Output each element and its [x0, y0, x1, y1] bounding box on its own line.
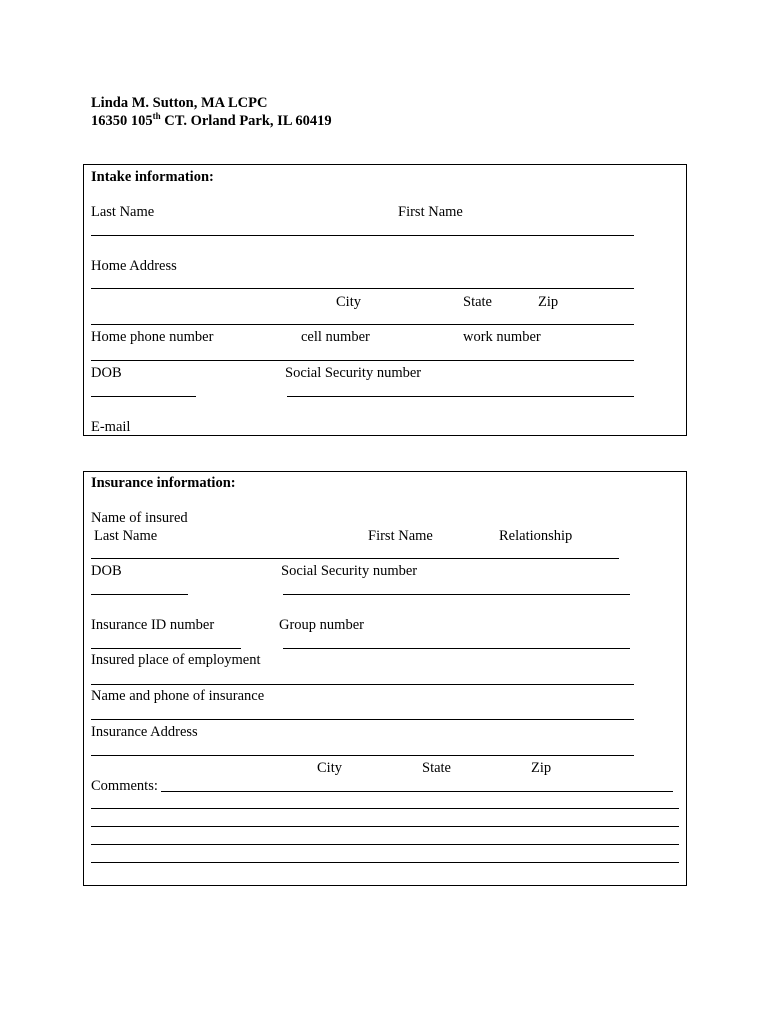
insured-dob-line[interactable]	[91, 594, 188, 595]
intake-first-name-label: First Name	[398, 204, 463, 220]
insured-relationship-label: Relationship	[499, 528, 573, 544]
insured-name-line[interactable]	[91, 558, 619, 559]
insurance-state-label: State	[422, 760, 451, 776]
intake-name-line[interactable]	[91, 235, 634, 236]
insured-last-name-label: Last Name	[94, 528, 158, 544]
insured-ssn-label: Social Security number	[281, 563, 418, 579]
intake-zip-label: Zip	[538, 294, 559, 310]
address-street-city: CT. Orland Park, IL 60419	[160, 113, 332, 129]
comments-label: Comments:	[91, 778, 158, 794]
comments-line-4[interactable]	[91, 844, 679, 845]
intake-dob-line[interactable]	[91, 396, 196, 397]
intake-state-label: State	[463, 294, 492, 310]
practitioner-name: Linda M. Sutton, MA LCPC	[91, 95, 268, 111]
comments-line-2[interactable]	[91, 808, 679, 809]
intake-last-name-label: Last Name	[91, 204, 155, 220]
insurance-name-phone-label: Name and phone of insurance	[91, 688, 265, 704]
address-number: 16350 105	[91, 113, 153, 129]
insurance-address-line[interactable]	[91, 755, 634, 756]
insured-first-name-label: First Name	[368, 528, 433, 544]
group-number-label: Group number	[279, 617, 364, 633]
group-number-line[interactable]	[283, 648, 630, 649]
insurance-title: Insurance information:	[91, 475, 236, 491]
insured-dob-label: DOB	[91, 563, 122, 579]
employment-label: Insured place of employment	[91, 652, 261, 668]
employment-line[interactable]	[91, 684, 634, 685]
intake-city-line[interactable]	[91, 324, 634, 325]
intake-city-label: City	[336, 294, 361, 310]
address-ordinal: th	[152, 111, 161, 121]
comments-line-5[interactable]	[91, 862, 679, 863]
insurance-name-phone-line[interactable]	[91, 719, 634, 720]
intake-title: Intake information:	[91, 169, 214, 185]
insurance-id-label: Insurance ID number	[91, 617, 215, 633]
insurance-id-line[interactable]	[91, 648, 241, 649]
intake-cell-label: cell number	[301, 329, 370, 345]
intake-ssn-line[interactable]	[287, 396, 634, 397]
insurance-address-label: Insurance Address	[91, 724, 198, 740]
insured-name-label: Name of insured	[91, 510, 188, 526]
intake-home-address-label: Home Address	[91, 258, 177, 274]
insured-ssn-line[interactable]	[283, 594, 630, 595]
intake-home-phone-label: Home phone number	[91, 329, 214, 345]
intake-email-label: E-mail	[91, 419, 131, 435]
intake-address-line[interactable]	[91, 288, 634, 289]
intake-ssn-label: Social Security number	[285, 365, 422, 381]
comments-line-1[interactable]	[161, 791, 673, 792]
insurance-city-label: City	[317, 760, 342, 776]
insurance-zip-label: Zip	[531, 760, 552, 776]
intake-dob-label: DOB	[91, 365, 122, 381]
intake-work-label: work number	[463, 329, 541, 345]
intake-phone-line[interactable]	[91, 360, 634, 361]
comments-line-3[interactable]	[91, 826, 679, 827]
practitioner-address	[91, 111, 332, 129]
